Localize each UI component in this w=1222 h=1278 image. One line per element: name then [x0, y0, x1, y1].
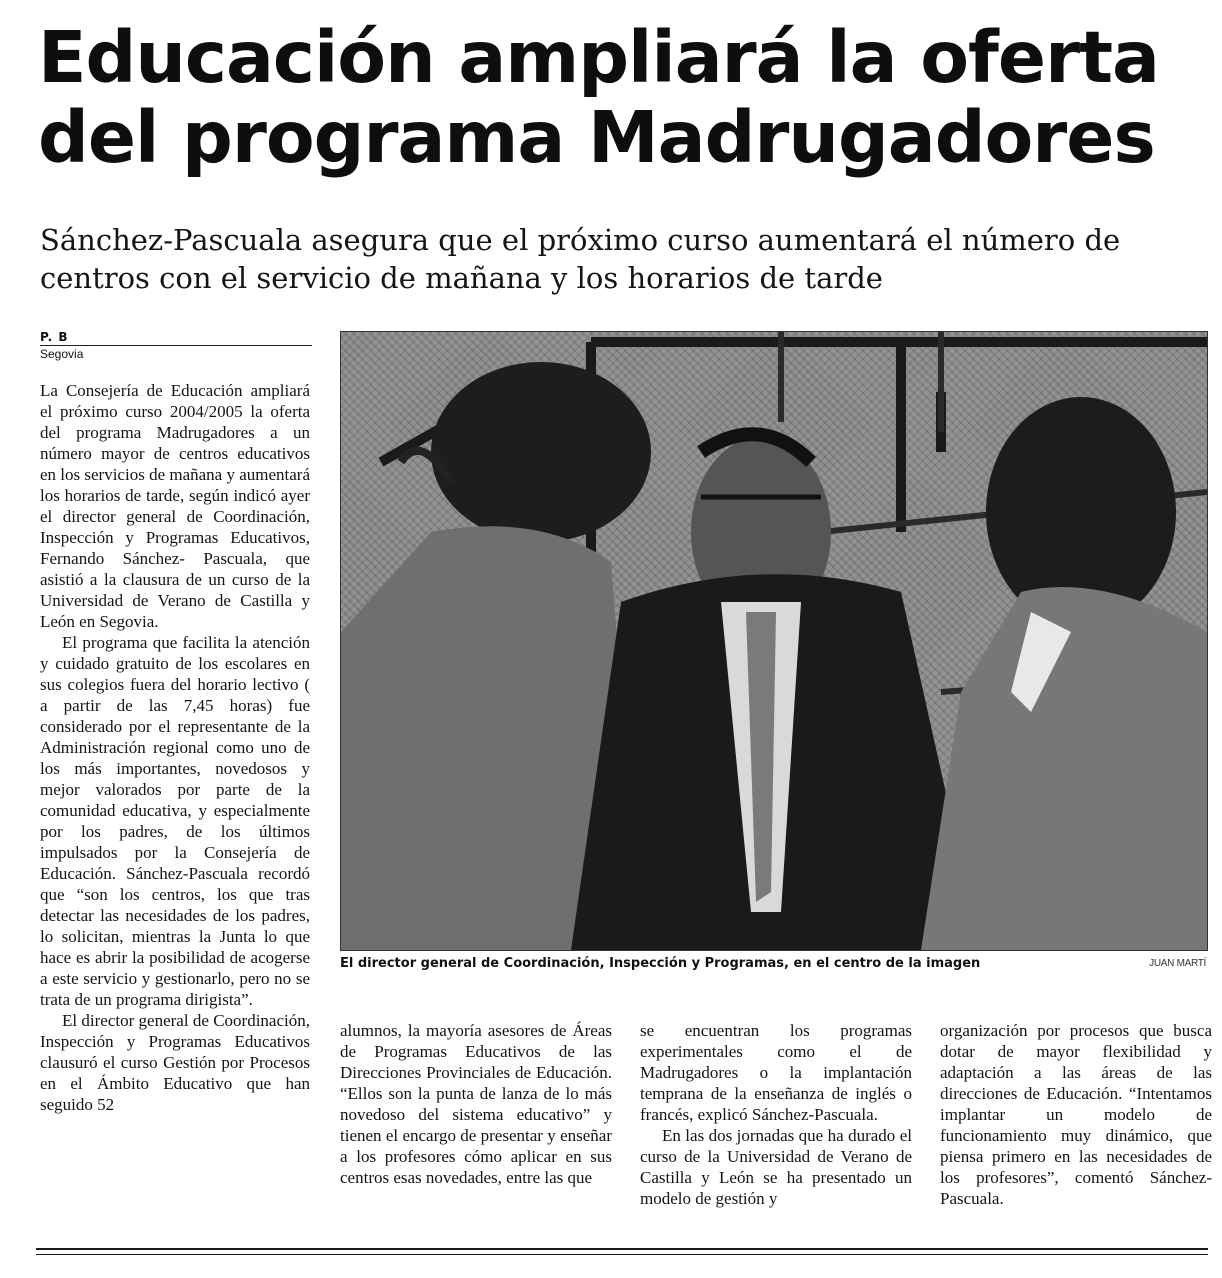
headline-line-2: del programa Madrugadores — [38, 96, 1155, 179]
news-photo — [340, 331, 1208, 951]
paragraph: El director general de Coordinación, Inspección y Programas Educativos clausuró el curso Gestión por Procesos en el Ámbito Educativo que han seguido 52 — [40, 1011, 310, 1114]
photo-illustration — [341, 332, 1207, 950]
headline-line-1: Educación ampliará la oferta — [38, 16, 1159, 99]
paragraph: alumnos, la mayoría asesores de Áreas de Programas Educativos de las Direcciones Provinciales de Educación. “Ellos son la punta de lanza de lo más novedoso del sistema educativo” y tienen el encargo de presentar y enseñar a los profesores cómo aplicar en sus centros esas novedades, entre las que — [340, 1021, 612, 1187]
article-column-1 — [40, 380, 310, 1115]
paragraph: La Consejería de Educación ampliará el próximo curso 2004/2005 la oferta del programa Madrugadores a un número mayor de centros educativos en los servicios de mañana y aumentará los horarios de tarde, según indicó ayer el director general de Coordinación, Inspección y Programas Educativos, Fernando Sánchez- Pascuala, que asistió a la clausura de un curso de la Universidad de Verano de Castilla y León en Segovia. — [40, 381, 311, 631]
paragraph: En las dos jornadas que ha durado el curso de la Universidad de Verano de Castilla y León se ha presentado un modelo de gestión y — [640, 1126, 912, 1208]
paragraph: se encuentran los programas experimentales como el de Madrugadores o la implantación temprana de la enseñanza de inglés o francés, explicó Sánchez-Pascuala. — [640, 1021, 912, 1124]
location: Segovia — [40, 347, 84, 361]
author: P. B — [40, 330, 312, 346]
byline — [40, 330, 312, 361]
paragraph: El programa que facilita la atención y cuidado gratuito de los escolares en sus colegios fuera del horario lectivo ( a partir de las 7,45 horas) fue considerado por el representante de la Administración regional como uno de los más importantes, novedosos y mejor valorados por parte de la comunidad educativa, y especialmente por los padres, de los últimos impulsados por la Consejería de Educación. Sánchez-Pascuala recordó que “son los centros, los que tras detectar las necesidades de los padres, lo solicitan, mientras la Junta lo que hace es abrir la posibilidad de acogerse a este servicio y gestionarlo, pero no se trata de un programa dirigista”. — [40, 633, 310, 1009]
article-column-4 — [940, 1020, 1212, 1209]
article-column-3 — [640, 1020, 912, 1209]
headline — [38, 18, 1208, 178]
article-column-2 — [340, 1020, 612, 1188]
paragraph: organización por procesos que busca dotar de mayor flexibilidad y adaptación a las áreas de las direcciones de Educación. “Intentamos implantar un modelo de funcionamiento muy dinámico, que piensa primero en las necesidades de los profesores”, comentó Sánchez-Pascuala. — [940, 1021, 1212, 1208]
photo-credit: JUAN MARTÍ — [1149, 958, 1206, 969]
bottom-rule — [36, 1248, 1208, 1255]
photo-caption: El director general de Coordinación, Inspección y Programas, en el centro de la imagen — [340, 956, 981, 971]
subtitle: Sánchez-Pascuala asegura que el próximo curso aumentará el número de centros con el servicio de mañana y los horarios de tarde — [40, 223, 1121, 295]
